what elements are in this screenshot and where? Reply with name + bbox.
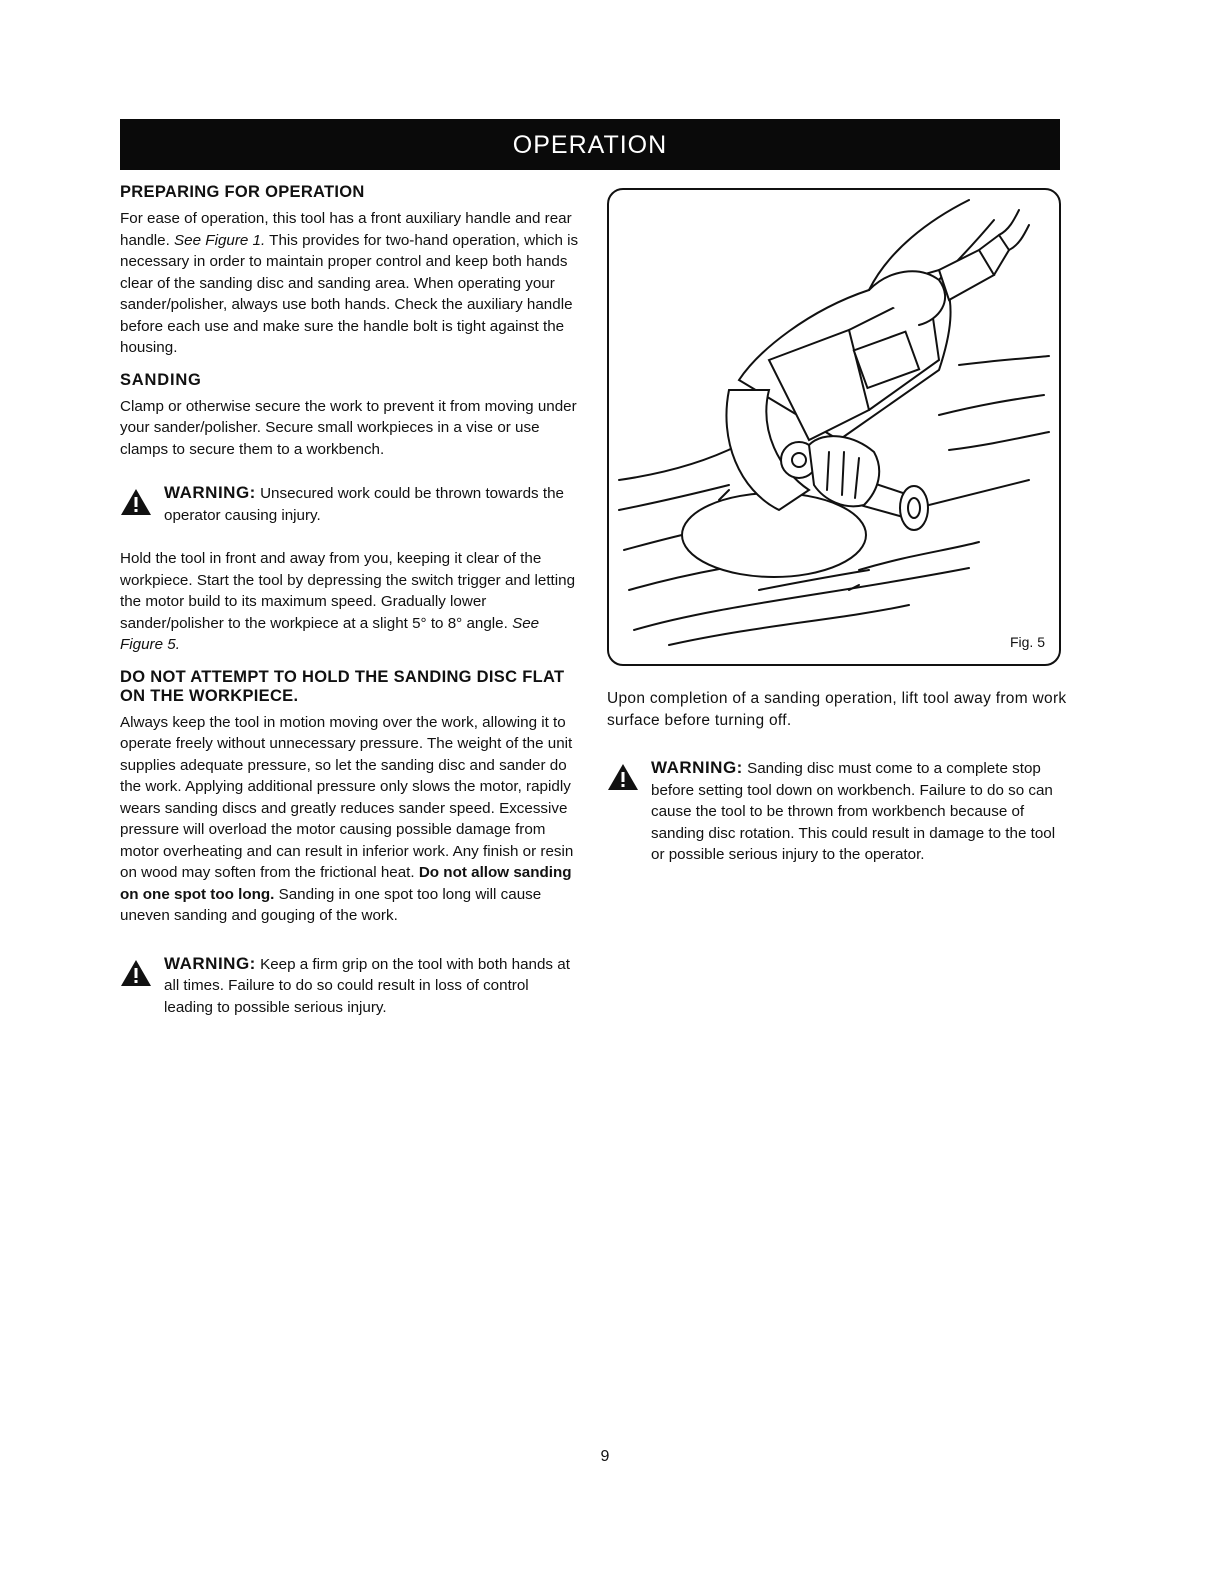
sanding-paragraph: Clamp or otherwise secure the work to prevent it from moving under your sander/polisher. Secure small workpieces in a vise or use clamps to secure them to a workbench. [120, 397, 577, 458]
section-title: OPERATION [512, 131, 668, 159]
warning-disc-stop [607, 757, 1067, 866]
warning-label: WARNING: [164, 483, 256, 502]
hold-text: Hold the tool in front and away from you, keeping it clear of the workpiece. Start the tool by depressing the switch trigger and letting the motor build to its maximum speed. Gradually lower sander/polisher to the workpiece at a slight 5° to 8° angle. [120, 550, 576, 632]
warning-triangle-icon [120, 488, 152, 516]
do-not-heading: DO NOT ATTEMPT TO HOLD THE SANDING DISC FLAT ON THE WORKPIECE. [120, 667, 565, 705]
figure-5 [607, 188, 1061, 666]
preparing-text: For ease of operation, this tool has a front auxiliary handle and rear handle. [120, 210, 572, 249]
warning-text: Unsecured work could be thrown towards the operator causing injury. [164, 485, 564, 524]
page-number: 9 [600, 1448, 610, 1465]
warning-triangle-icon [607, 763, 639, 791]
hold-paragraph [120, 548, 580, 656]
figure-caption: Fig. 5 [1009, 634, 1045, 650]
figure-5-reference: See Figure 5. [120, 614, 540, 653]
do-not-text: Always keep the tool in motion moving over the work, allowing it to operate freely without unnecessary pressure. The weight of the unit supplies adequate pressure, so let the sanding disc and sander do the work. Applying additional pressure only slows the motor, rapidly wears sanding discs and greatly reduces sander speed. Excessive pressure will overload the motor causing possible damage from motor overheating and can result in inferior work. Any finish or resin on wood may soften from the frictional heat. [120, 713, 574, 881]
preparing-text-continued: This provides for two-hand operation, which is necessary in order to maintain proper control and keep both hands clear of the sanding disc and sanding area. When operating your sander/polisher, always use both hands. Check the auxiliary handle before each use and make sure the handle bolt is tight against the housing. [120, 231, 579, 356]
sander-illustration [609, 190, 1059, 664]
warning-triangle-icon [120, 959, 152, 987]
figure-1-reference: See Figure 1. [174, 231, 266, 249]
sanding-heading: SANDING [120, 370, 202, 389]
do-not-text-after: Sanding in one spot too long will cause uneven sanding and gouging of the work. [120, 885, 542, 924]
warning-unsecured-work [120, 482, 580, 526]
left-column [120, 183, 580, 1018]
section-banner [120, 119, 1060, 170]
do-not-bold-text: Do not allow sanding on one spot too long. [120, 864, 572, 903]
do-not-paragraph [120, 712, 580, 927]
warning-text: Keep a firm grip on the tool with both hands at all times. Failure to do so could result in loss of control leading to possible serious injury. [164, 955, 570, 1016]
preparing-paragraph [120, 208, 580, 359]
warning-label: WARNING: [164, 953, 256, 973]
warning-label: WARNING: [651, 758, 743, 777]
right-column [607, 688, 1067, 866]
warning-firm-grip [120, 953, 580, 1019]
preparing-heading: PREPARING FOR OPERATION [120, 183, 365, 201]
warning-text: Sanding disc must come to a complete stop before setting tool down on workbench. Failure to do so can cause the tool to be thrown from workbench because of sanding disc rotation. This could result in damage to the tool or possible serious injury to the operator. [651, 760, 1056, 863]
completion-paragraph: Upon completion of a sanding operation, lift tool away from work surface before turning off. [607, 690, 1067, 729]
